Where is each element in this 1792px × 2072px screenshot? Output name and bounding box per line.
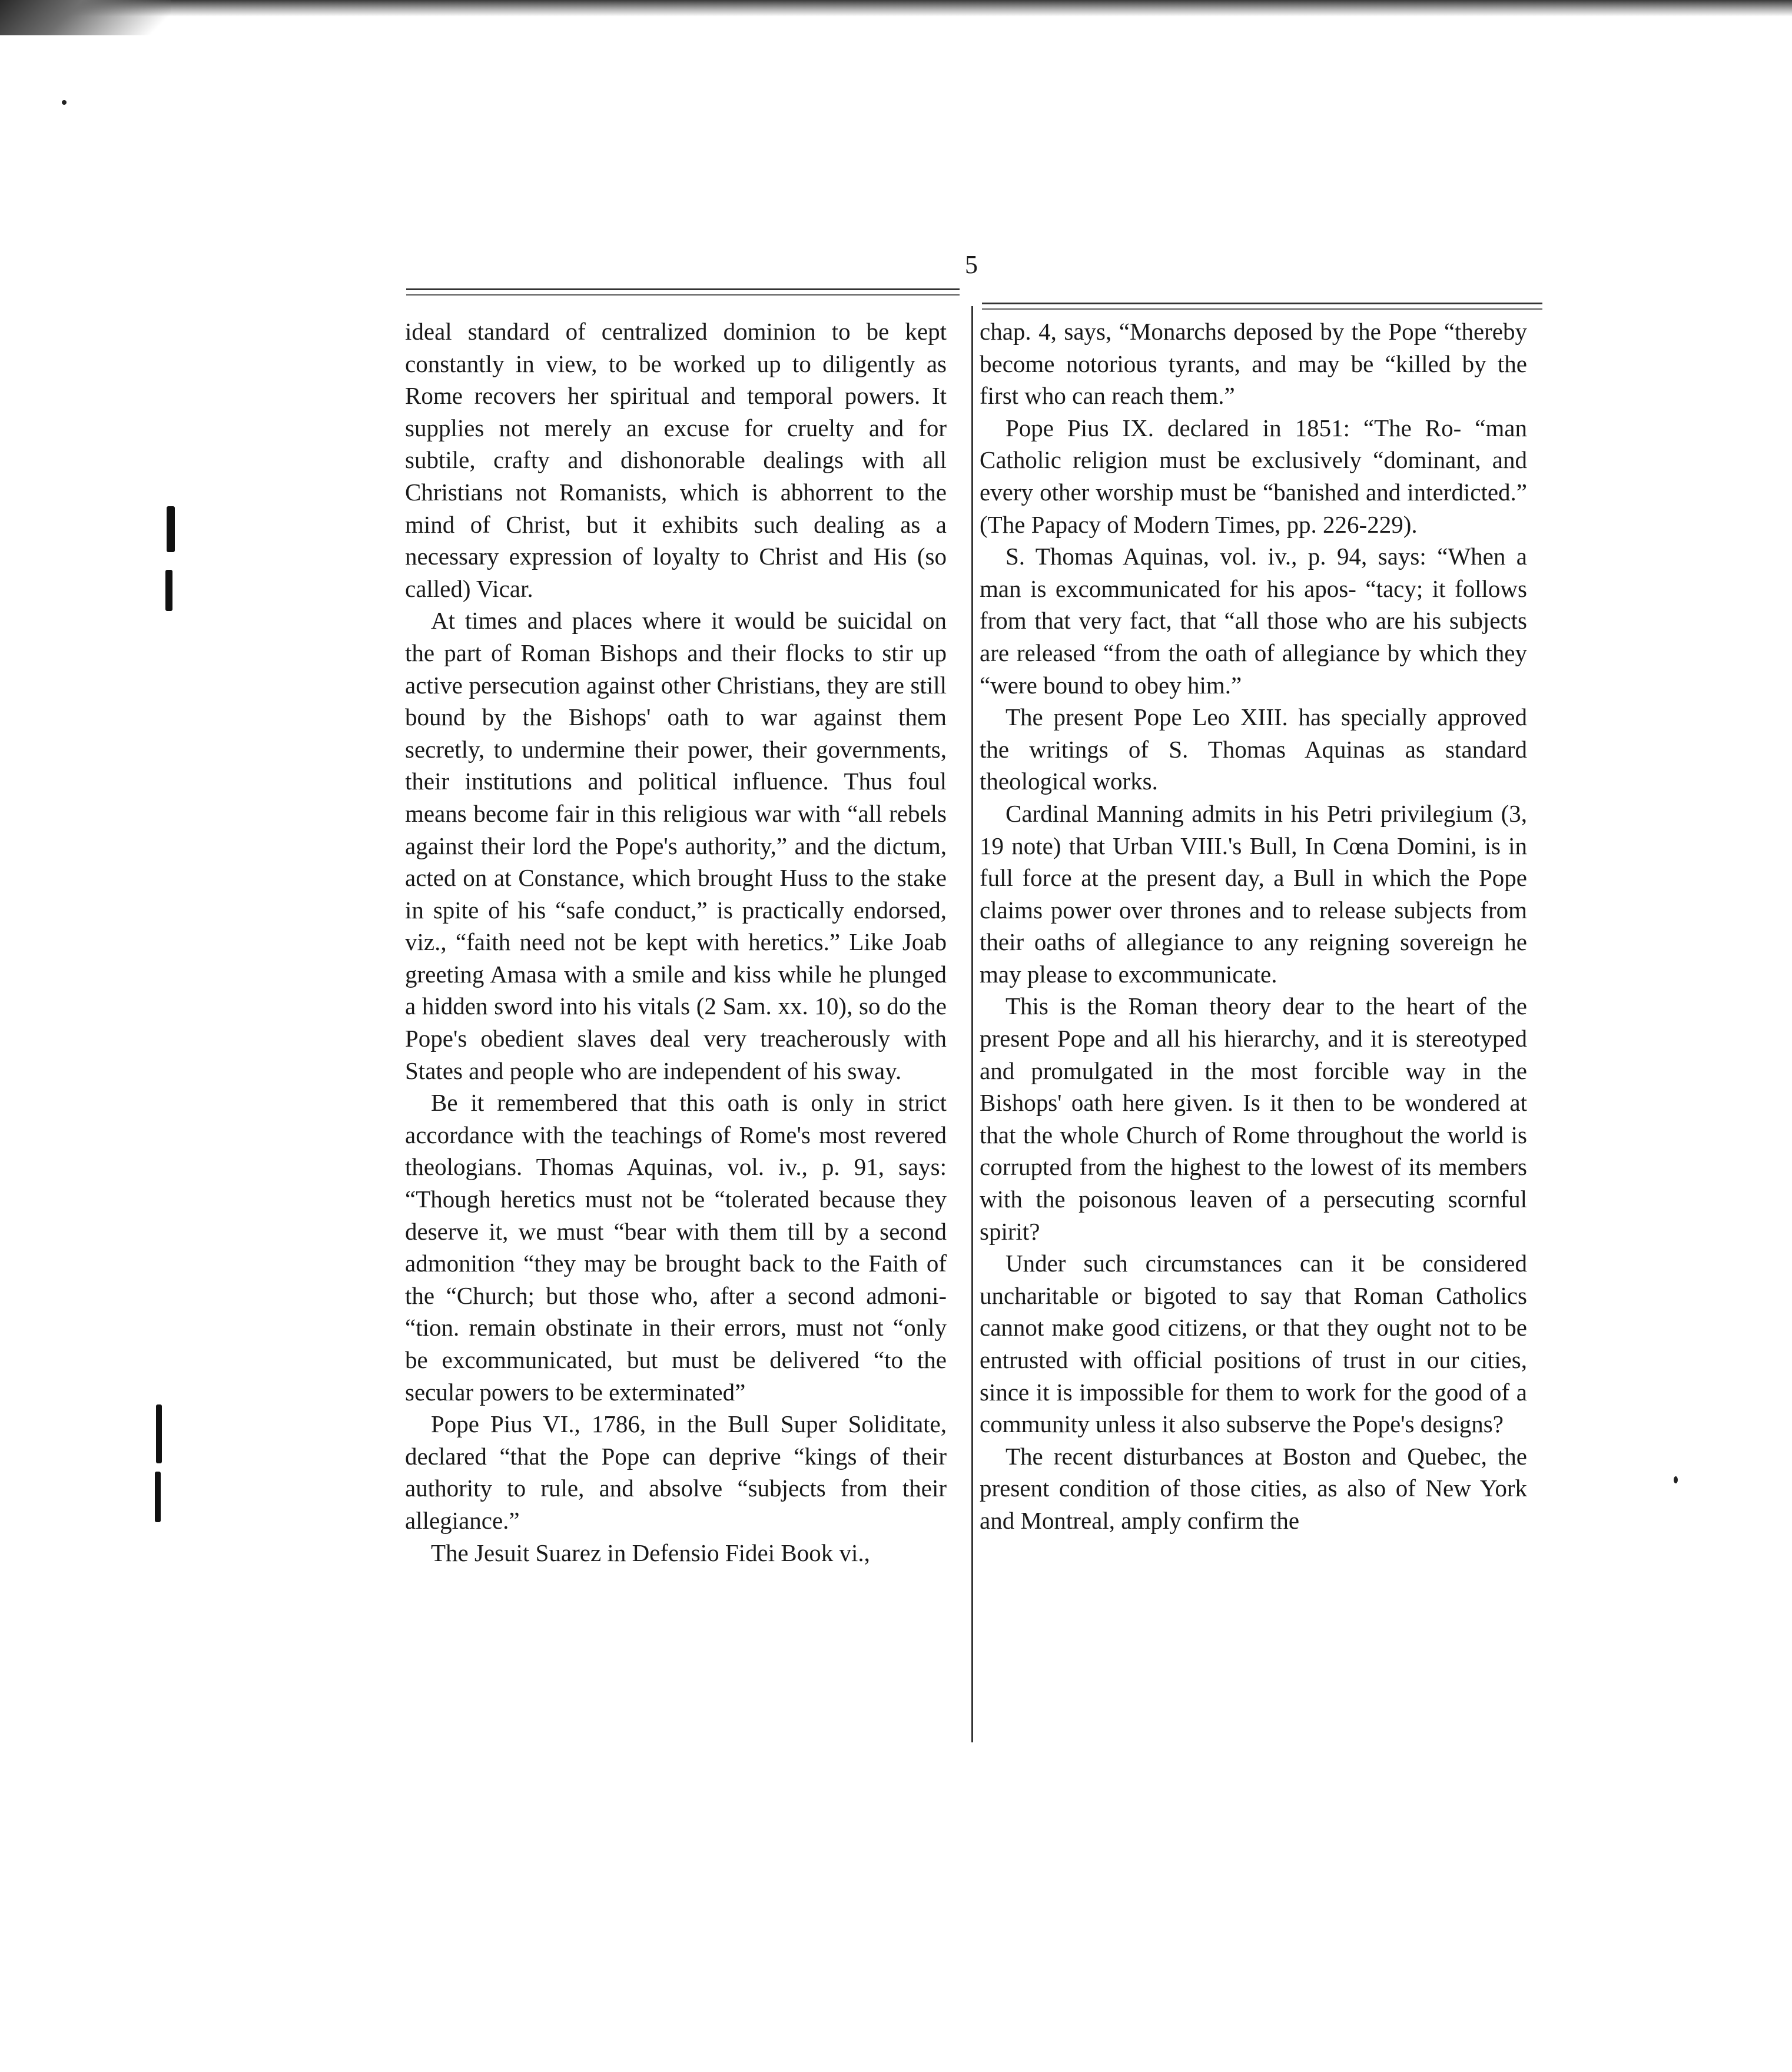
paragraph: Under such circumstances can it be considered uncharitable or bigoted to say that Roman Catholics cannot make good citizens, or that they ought not to be entrusted with official positions of trust in our cities, since it is impossible for them to work for the good of a community unless it also subserve the Pope's designs? <box>980 1250 1527 1438</box>
paragraph: This is the Roman theory dear to the heart of the present Pope and all his hierarchy, and it is stereotyped and promulgated in the most forcible way in the Bishops' oath here given. Is it then to be wondered at that the whole Church of Rome throughout the world is corrupted from the highest to the lowest of its members with the poisonous leaven of a persecuting scornful spirit? <box>980 992 1527 1245</box>
paragraph: Pope Pius IX. declared in 1851: “The Ro- “man Catholic religion must be exclusively “dominant, and every other worship must be “banished and interdicted.” (The Papacy of Modern Times, pp. 226-229). <box>980 414 1527 538</box>
header-rule <box>982 308 1542 310</box>
paragraph: The recent disturbances at Boston and Quebec, the present condition of those cities, as also of New York and Montreal, amply confirm the <box>980 1442 1527 1534</box>
header-rule <box>406 294 960 295</box>
page-number: 5 <box>965 250 978 279</box>
paragraph: Cardinal Manning admits in his Petri privilegium (3, 19 note) that Urban VIII.'s Bull, In Cœna Domini, is in full force at the present day, a Bull in which the Pope claims power over thrones and to release subjects from their oaths of allegiance to any reigning sovereign he may please to excommunicate. <box>980 799 1527 988</box>
left-column <box>405 316 947 1569</box>
right-column <box>980 316 1527 1537</box>
scan-speck <box>1674 1476 1678 1483</box>
paragraph: chap. 4, says, “Monarchs deposed by the Pope “thereby become notorious tyrants, and may be “killed by the first who can reach them.” <box>980 318 1527 410</box>
paragraph: Be it remembered that this oath is only in strict accordance with the teachings of Rome's most revered theologians. Thomas Aquinas, vol. iv., p. 91, says: “Though heretics must not be “tolerated because they deserve it, we must “bear with them till by a second admonition “they may be brought back to the Faith of the “Church; but those who, after a second admoni- “tion. remain obstinate in their errors, must not “only be excommunicated, but must be delivered “to the secular powers to be exterminated” <box>405 1089 947 1406</box>
paragraph: At times and places where it would be suicidal on the part of Roman Bishops and their flocks to stir up active persecution against other Christians, they are still bound by the Bishops' oath to war against them secretly, to undermine their power, their governments, their institutions and political influence. Thus foul means become fair in this religious war with “all rebels against their lord the Pope's authority,” and the dictum, acted on at Constance, which brought Huss to the stake in spite of his “safe conduct,” is practically endorsed, viz., “faith need not be kept with heretics.” Like Joab greeting Amasa with a smile and kiss while he plunged a hidden sword into his vitals (2 Sam. xx. 10), so do the Pope's obedient slaves deal very treacherously with States and people who are independent of his sway. <box>405 607 947 1084</box>
binding-mark <box>155 1472 161 1522</box>
paragraph: ideal standard of centralized dominion to be kept constantly in view, to be worked up to diligently as Rome recovers her spiritual and temporal powers. It supplies not merely an excuse for cruelty and for subtile, crafty and dishonorable dealings with all Christians not Romanists, which is abhorrent to the mind of Christ, but it exhibits such dealing as a necessary expression of loyalty to Christ and His (so called) Vicar. <box>405 318 947 602</box>
paragraph: The Jesuit Suarez in Defensio Fidei Book vi., <box>431 1539 870 1566</box>
scan-top-edge <box>0 0 1792 16</box>
paragraph: The present Pope Leo XIII. has specially approved the writings of S. Thomas Aquinas as standard theological works. <box>980 703 1527 795</box>
binding-mark <box>165 570 172 611</box>
scan-corner-shadow <box>0 0 171 35</box>
header-rule <box>982 303 1542 304</box>
paragraph: S. Thomas Aquinas, vol. iv., p. 94, says: “When a man is excommunicated for his apos- “tacy; it follows from that very fact, that “all those who are his subjects are released “from the oath of allegiance by which they “were bound to obey him.” <box>980 543 1527 699</box>
binding-mark <box>167 506 175 552</box>
paragraph: Pope Pius VI., 1786, in the Bull Super Soliditate, declared “that the Pope can deprive “kings of their authority to rule, and absolve “subjects from their allegiance.” <box>405 1410 947 1534</box>
binding-mark <box>156 1404 162 1463</box>
scan-speck <box>62 100 67 105</box>
header-rule <box>406 288 960 290</box>
column-divider <box>971 306 973 1742</box>
